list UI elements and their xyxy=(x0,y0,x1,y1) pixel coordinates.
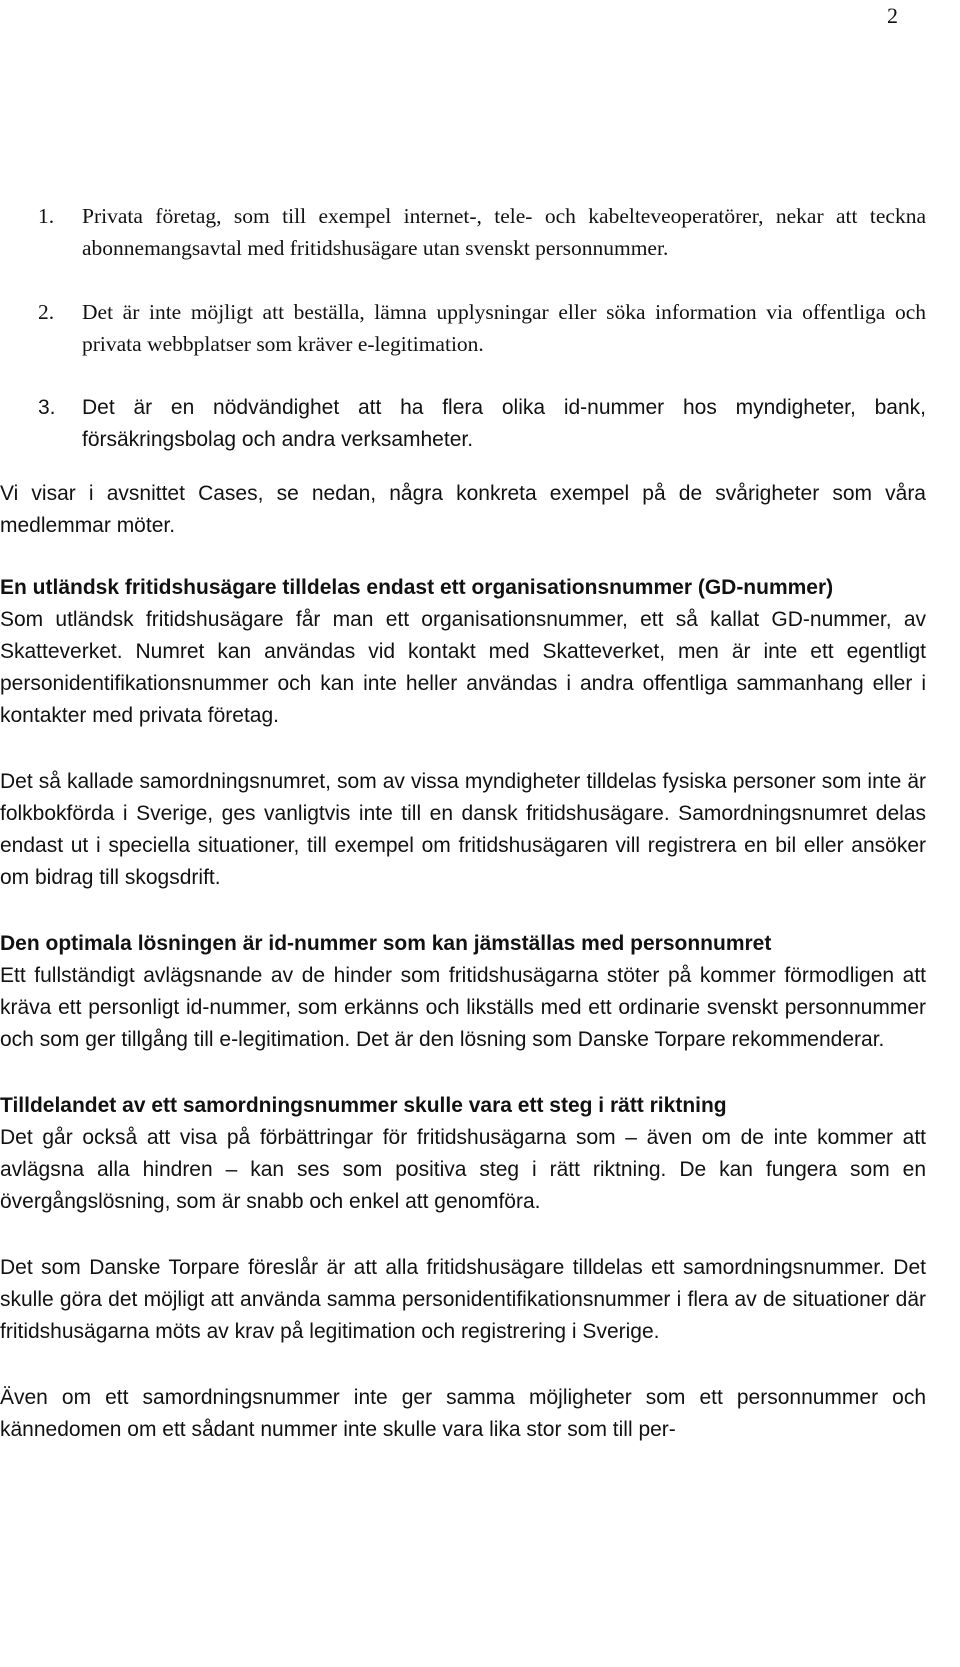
list-item-text: Privata företag, som till exempel internet-, tele- och kabelteveoperatörer, nekar att teckna abonnemangsavtal med fritidshusägare utan svenskt personnummer. xyxy=(82,204,926,260)
section-body: Ett fullständigt avlägsnande av de hinder som fritidshusägarna stöter på kommer förmodligen att kräva ett personligt id-nummer, som erkänns och likställs med ett ordinarie svenskt personnummer och som ger tillgång till e-legitimation. Det är den lösning som Danske Torpare rekommenderar. xyxy=(0,964,926,1051)
section-optimal-solution xyxy=(0,928,926,1056)
proposal-paragraph: Det som Danske Torpare föreslår är att alla fritidshusägare tilldelas ett samordningsnummer. Det skulle göra det möjligt att använda samma personidentifikationsnummer i flera av de situationer där fritidshusägarna möts av krav på legitimation och registrering i Sverige. xyxy=(0,1256,926,1343)
list-item xyxy=(0,392,926,456)
list-item xyxy=(0,296,926,360)
list-item-text: Det är en nödvändighet att ha flera olika id-nummer hos myndigheter, bank, försäkringsbolag och andra verksamheter. xyxy=(82,396,926,451)
list-item-number: 3. xyxy=(38,396,56,419)
section-gd-nummer xyxy=(0,572,926,732)
section-body: Som utländsk fritidshusägare får man ett organisationsnummer, ett så kallat GD-nummer, av Skatteverket. Numret kan användas vid kontakt med Skatteverket, men är inte ett egentligt personidentifikationsnummer och kan inte heller användas i andra offentliga sammanhang eller i kontakter med privata företag. xyxy=(0,608,926,727)
samordning-paragraph: Det så kallade samordningsnumret, som av vissa myndigheter tilldelas fysiska personer som inte är folkbokförda i Sverige, ges vanligtvis inte till en dansk fritidshusägare. Samordningsnumret delas endast ut i speciella situationer, till exempel om fritidshusägaren vill registrera en bil eller ansöker om bidrag till skogsdrift. xyxy=(0,770,926,889)
document-body xyxy=(0,200,926,1480)
section-body: Det går också att visa på förbättringar för fritidshusägarna som – även om de inte kommer att avlägsna alla hindren – kan ses som positiva steg i rätt riktning. De kan fungera som en övergångslösning, som är snabb och enkel att genomföra. xyxy=(0,1126,926,1213)
section-heading: Tilldelandet av ett samordningsnummer skulle vara ett steg i rätt riktning xyxy=(0,1094,727,1117)
intro-paragraph: Vi visar i avsnittet Cases, se nedan, några konkreta exempel på de svårigheter som våra medlemmar möter. xyxy=(0,482,926,537)
page-number: 2 xyxy=(887,3,898,28)
list-item xyxy=(0,200,926,264)
list-item-number: 1. xyxy=(38,204,55,228)
section-heading: Den optimala lösningen är id-nummer som kan jämställas med personnumret xyxy=(0,932,772,955)
list-item-number: 2. xyxy=(38,300,55,324)
section-heading: En utländsk fritidshusägare tilldelas endast ett organisationsnummer (GD-nummer) xyxy=(0,576,834,599)
section-step-right-direction xyxy=(0,1090,926,1218)
numbered-list xyxy=(0,200,926,456)
list-item-text: Det är inte möjligt att beställa, lämna upplysningar eller söka information via offentliga och privata webbplatser som kräver e-legitimation. xyxy=(82,300,926,356)
final-paragraph: Även om ett samordningsnummer inte ger samma möjligheter som ett personnummer och kännedomen om ett sådant nummer inte skulle vara lika stor som till per- xyxy=(0,1386,926,1441)
